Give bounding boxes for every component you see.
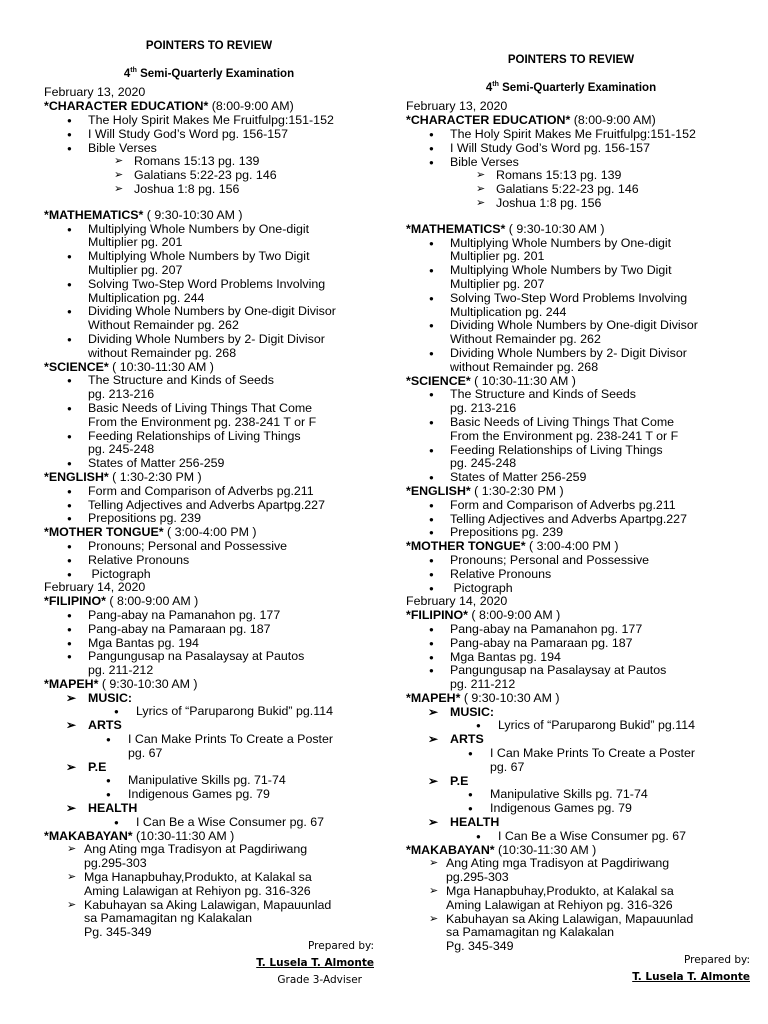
list-item: ● The Holy Spirit Makes Me Fruitfulpg:151-152 bbox=[44, 114, 374, 128]
subject-character-education: *CHARACTER EDUCATION* (8:00-9:00 AM) bbox=[44, 99, 294, 114]
mapeh-music-heading: ➢ MUSIC: bbox=[44, 692, 374, 706]
list-item: ● I Will Study God’s Word pg. 156-157 bbox=[44, 128, 374, 142]
list-item: ● Prepositions pg. 239 bbox=[406, 526, 736, 540]
subject-mother-tongue: *MOTHER TONGUE* ( 3:00-4:00 PM ) bbox=[406, 539, 619, 554]
music-list bbox=[44, 705, 374, 719]
list-item: ● Pang-abay na Pamanahon pg. 177 bbox=[406, 623, 736, 637]
list-item: ➢ Mga Hanapbuhay,Produkto, at Kalakal sa Aming Lalawigan at Rehiyon pg. 316-326 bbox=[44, 871, 374, 899]
date-1: February 13, 2020 bbox=[406, 99, 508, 114]
list-item: ● Mga Bantas pg. 194 bbox=[406, 651, 736, 665]
list-item: ● Indigenous Games pg. 79 bbox=[44, 788, 374, 802]
subject-makabayan: *MAKABAYAN* (10:30-11:30 AM ) bbox=[44, 828, 235, 843]
list-item: ➢ Kabuhayan sa Aking Lalawigan, Mapauunlad sa Pamamagitan ng Kalakalan Pg. 345-349 bbox=[406, 913, 736, 954]
list-item: ● Solving Two-Step Word Problems Involving Multiplication pg. 244 bbox=[406, 292, 736, 320]
list-item: ● Dividing Whole Numbers by One-digit Divisor Without Remainder pg. 262 bbox=[44, 305, 374, 333]
mapeh-health-heading: ➢ HEALTH bbox=[406, 816, 736, 830]
mapeh-pe-heading: ➢ P.E bbox=[44, 761, 374, 775]
english-list bbox=[406, 499, 736, 540]
verse-item: ➢ Galatians 5:22-23 pg. 146 bbox=[406, 183, 736, 197]
list-item: ● The Structure and Kinds of Seeds pg. 213-216 bbox=[44, 374, 374, 402]
character-education-list bbox=[406, 128, 736, 211]
list-item: ● Multiplying Whole Numbers by One-digit Multiplier pg. 201 bbox=[406, 237, 736, 265]
list-item: ● Multiplying Whole Numbers by One-digit Multiplier pg. 201 bbox=[44, 223, 374, 251]
arts-list bbox=[406, 747, 736, 775]
list-item: ● Form and Comparison of Adverbs pg.211 bbox=[44, 485, 374, 499]
page-title: POINTERS TO REVIEW bbox=[507, 54, 635, 66]
list-item: ● Bible Verses bbox=[44, 142, 374, 156]
list-item: ● Feeding Relationships of Living Things pg. 245-248 bbox=[406, 444, 736, 472]
verse-item: ➢ Joshua 1:8 pg. 156 bbox=[44, 183, 374, 197]
list-item: ● Relative Pronouns bbox=[44, 554, 374, 568]
list-item: ● I Will Study God’s Word pg. 156-157 bbox=[406, 142, 736, 156]
list-item: ● Manipulative Skills pg. 71-74 bbox=[406, 788, 736, 802]
page-subtitle: 4th Semi-Quarterly Examination bbox=[485, 80, 657, 94]
date-1: February 13, 2020 bbox=[44, 85, 146, 100]
list-item: ● The Structure and Kinds of Seeds pg. 213-216 bbox=[406, 388, 736, 416]
pe-list bbox=[44, 774, 374, 802]
list-item: ● Pictograph bbox=[44, 568, 374, 582]
teacher-role: Grade 3-Adviser bbox=[277, 973, 362, 986]
list-item: ● Pang-abay na Pamanahon pg. 177 bbox=[44, 609, 374, 623]
list-item: ● Lyrics of “Paruparong Bukid” pg.114 bbox=[44, 705, 374, 719]
list-item: ● Solving Two-Step Word Problems Involving Multiplication pg. 244 bbox=[44, 278, 374, 306]
list-item: ● Relative Pronouns bbox=[406, 568, 736, 582]
filipino-list bbox=[406, 623, 736, 692]
list-item: ● Multiplying Whole Numbers by Two Digit Multiplier pg. 207 bbox=[406, 264, 736, 292]
list-item: ● Telling Adjectives and Adverbs Apartpg.227 bbox=[44, 499, 374, 513]
list-item: ● Pronouns; Personal and Possessive bbox=[44, 540, 374, 554]
right-column bbox=[406, 54, 750, 985]
subject-mathematics: *MATHEMATICS* ( 9:30-10:30 AM ) bbox=[44, 207, 243, 222]
teacher-name: T. Lusela T. Almonte bbox=[632, 970, 750, 983]
subject-english: *ENGLISH* ( 1:30-2:30 PM ) bbox=[44, 469, 202, 484]
science-list bbox=[406, 388, 736, 485]
list-item: ● States of Matter 256-259 bbox=[44, 457, 374, 471]
mapeh-arts-heading: ➢ ARTS bbox=[44, 719, 374, 733]
list-item: ➢ Ang Ating mga Tradisyon at Pagdiriwang pg.295-303 bbox=[44, 843, 374, 871]
list-item: ● Feeding Relationships of Living Things pg. 245-248 bbox=[44, 430, 374, 458]
list-item: ● Pangungusap na Pasalaysay at Pautos pg. 211-212 bbox=[44, 650, 374, 678]
mathematics-list bbox=[406, 237, 736, 375]
list-item: ● Form and Comparison of Adverbs pg.211 bbox=[406, 499, 736, 513]
verse-item: ➢ Joshua 1:8 pg. 156 bbox=[406, 197, 736, 211]
subject-filipino: *FILIPINO* ( 8:00-9:00 AM ) bbox=[44, 594, 199, 609]
list-item: ● Indigenous Games pg. 79 bbox=[406, 802, 736, 816]
mother-tongue-list bbox=[406, 554, 736, 595]
list-item: ➢ Ang Ating mga Tradisyon at Pagdiriwang pg.295-303 bbox=[406, 857, 736, 885]
page-title: POINTERS TO REVIEW bbox=[145, 40, 273, 52]
list-item: ● I Can Be a Wise Consumer pg. 67 bbox=[406, 830, 736, 844]
list-item: ● Dividing Whole Numbers by One-digit Divisor Without Remainder pg. 262 bbox=[406, 319, 736, 347]
list-item: ● States of Matter 256-259 bbox=[406, 471, 736, 485]
makabayan-list bbox=[44, 843, 374, 940]
list-item: ● Pictograph bbox=[406, 582, 736, 596]
page-subtitle: 4th Semi-Quarterly Examination bbox=[123, 66, 295, 80]
mapeh-arts-heading: ➢ ARTS bbox=[406, 733, 736, 747]
filipino-list bbox=[44, 609, 374, 678]
subject-character-education: *CHARACTER EDUCATION* (8:00-9:00 AM) bbox=[406, 113, 656, 128]
health-list bbox=[406, 830, 736, 844]
list-item: ● I Can Make Prints To Create a Poster pg. 67 bbox=[44, 733, 374, 761]
subject-mapeh: *MAPEH* ( 9:30-10:30 AM ) bbox=[406, 690, 560, 705]
mother-tongue-list bbox=[44, 540, 374, 581]
mapeh-pe-heading: ➢ P.E bbox=[406, 775, 736, 789]
prepared-by-label: Prepared by: bbox=[308, 940, 374, 953]
subject-mother-tongue: *MOTHER TONGUE* ( 3:00-4:00 PM ) bbox=[44, 525, 257, 540]
list-item: ● Mga Bantas pg. 194 bbox=[44, 637, 374, 651]
list-item: ● The Holy Spirit Makes Me Fruitfulpg:151-152 bbox=[406, 128, 736, 142]
date-2: February 14, 2020 bbox=[44, 580, 146, 595]
list-item: ● I Can Make Prints To Create a Poster pg. 67 bbox=[406, 747, 736, 775]
date-2: February 14, 2020 bbox=[406, 594, 508, 609]
verse-item: ➢ Romans 15:13 pg. 139 bbox=[44, 155, 374, 169]
verse-item: ➢ Galatians 5:22-23 pg. 146 bbox=[44, 169, 374, 183]
science-list bbox=[44, 374, 374, 471]
list-item: ● Pronouns; Personal and Possessive bbox=[406, 554, 736, 568]
list-item: ● Lyrics of “Paruparong Bukid” pg.114 bbox=[406, 719, 736, 733]
mathematics-list bbox=[44, 223, 374, 361]
subject-makabayan: *MAKABAYAN* (10:30-11:30 AM ) bbox=[406, 842, 597, 857]
mapeh-health-heading: ➢ HEALTH bbox=[44, 802, 374, 816]
left-column bbox=[44, 40, 374, 987]
subject-mathematics: *MATHEMATICS* ( 9:30-10:30 AM ) bbox=[406, 221, 605, 236]
makabayan-list bbox=[406, 857, 736, 954]
verse-item: ➢ Romans 15:13 pg. 139 bbox=[406, 169, 736, 183]
list-item: ● Basic Needs of Living Things That Come From the Environment pg. 238-241 T or F bbox=[44, 402, 374, 430]
list-item: ● Telling Adjectives and Adverbs Apartpg.227 bbox=[406, 513, 736, 527]
health-list bbox=[44, 816, 374, 830]
english-list bbox=[44, 485, 374, 526]
subject-filipino: *FILIPINO* ( 8:00-9:00 AM ) bbox=[406, 608, 561, 623]
list-item: ● I Can Be a Wise Consumer pg. 67 bbox=[44, 816, 374, 830]
pe-list bbox=[406, 788, 736, 816]
list-item: ➢ Kabuhayan sa Aking Lalawigan, Mapauunlad sa Pamamagitan ng Kalakalan Pg. 345-349 bbox=[44, 899, 374, 940]
list-item: ➢ Mga Hanapbuhay,Produkto, at Kalakal sa Aming Lalawigan at Rehiyon pg. 316-326 bbox=[406, 885, 736, 913]
arts-list bbox=[44, 733, 374, 761]
list-item: ● Dividing Whole Numbers by 2- Digit Divisor without Remainder pg. 268 bbox=[406, 347, 736, 375]
subject-mapeh: *MAPEH* ( 9:30-10:30 AM ) bbox=[44, 676, 198, 691]
teacher-name: T. Lusela T. Almonte bbox=[256, 956, 374, 969]
list-item: ● Pang-abay na Pamaraan pg. 187 bbox=[44, 623, 374, 637]
subject-english: *ENGLISH* ( 1:30-2:30 PM ) bbox=[406, 483, 564, 498]
list-item: ● Pangungusap na Pasalaysay at Pautos pg. 211-212 bbox=[406, 664, 736, 692]
mapeh-music-heading: ➢ MUSIC: bbox=[406, 706, 736, 720]
subject-science: *SCIENCE* ( 10:30-11:30 AM ) bbox=[406, 373, 576, 388]
music-list bbox=[406, 719, 736, 733]
list-item: ● Multiplying Whole Numbers by Two Digit Multiplier pg. 207 bbox=[44, 250, 374, 278]
list-item: ● Manipulative Skills pg. 71-74 bbox=[44, 774, 374, 788]
character-education-list bbox=[44, 114, 374, 197]
subject-science: *SCIENCE* ( 10:30-11:30 AM ) bbox=[44, 359, 214, 374]
prepared-by-label: Prepared by: bbox=[684, 954, 750, 967]
list-item: ● Prepositions pg. 239 bbox=[44, 512, 374, 526]
list-item: ● Dividing Whole Numbers by 2- Digit Divisor without Remainder pg. 268 bbox=[44, 333, 374, 361]
list-item: ● Bible Verses bbox=[406, 156, 736, 170]
list-item: ● Basic Needs of Living Things That Come From the Environment pg. 238-241 T or F bbox=[406, 416, 736, 444]
list-item: ● Pang-abay na Pamaraan pg. 187 bbox=[406, 637, 736, 651]
